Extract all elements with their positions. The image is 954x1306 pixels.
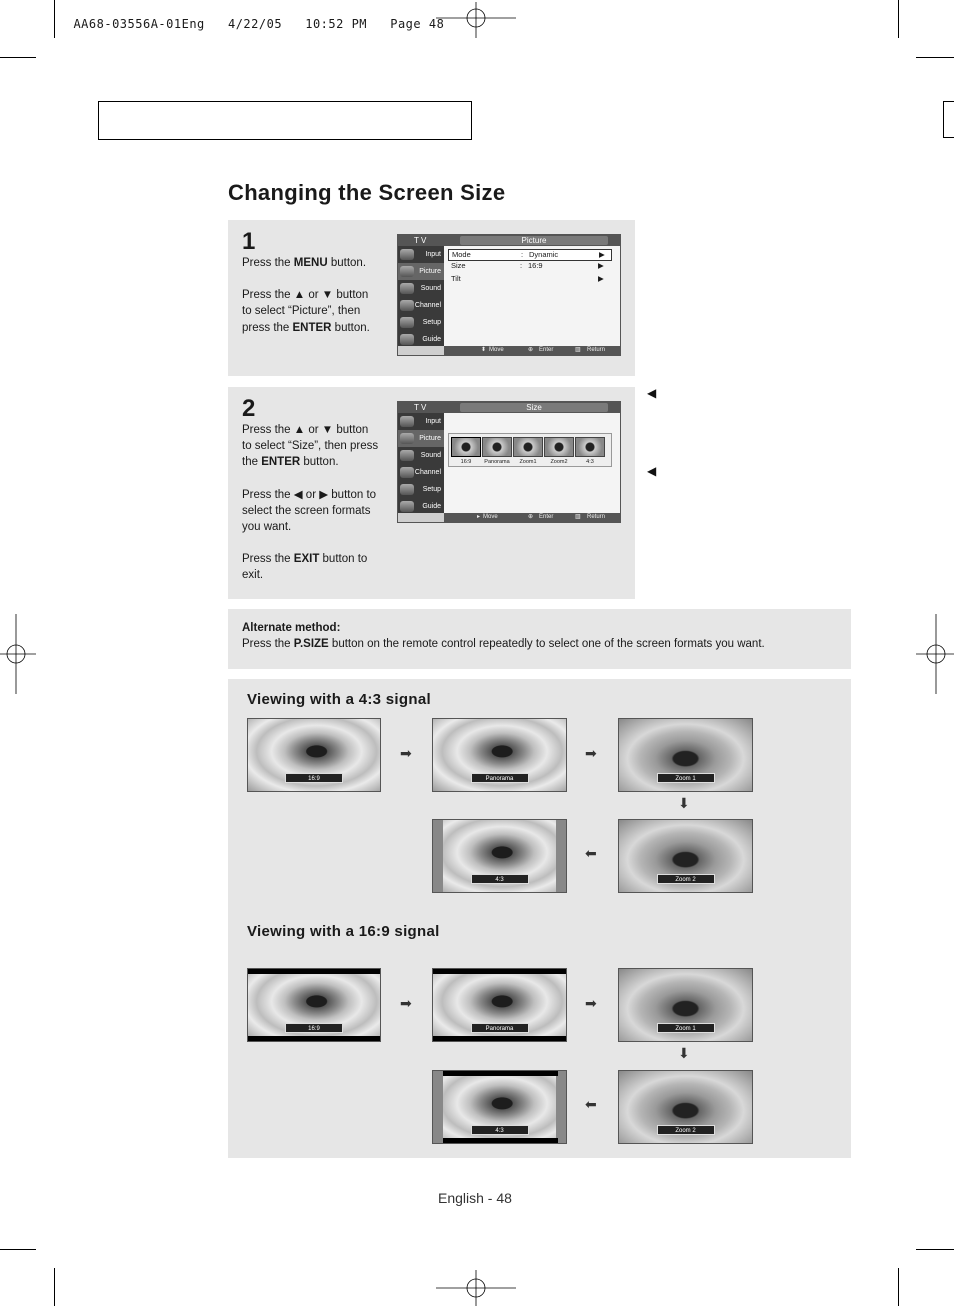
menu-bottom-bar: ▸ Move ⊕ Enter ▥ Return [444, 513, 620, 522]
menu-panel [444, 246, 620, 346]
menu-item-channel[interactable]: Channel [398, 297, 444, 314]
screen-image-zoom1: Zoom 1 [618, 718, 753, 792]
alternate-method-panel [228, 609, 851, 669]
slug-time: 10:52 PM [305, 17, 368, 31]
pointer-left-icon: ◀ [647, 386, 657, 400]
size-option-zoom1[interactable]: Zoom1 [513, 437, 543, 465]
crop-mark [916, 1249, 954, 1250]
guide-icon [400, 501, 414, 512]
crop-mark [0, 1249, 36, 1250]
sound-icon [400, 450, 414, 461]
registration-mark-bottom [436, 1270, 516, 1306]
menu-title: Picture [460, 236, 608, 245]
size-option-zoom2[interactable]: Zoom2 [544, 437, 574, 465]
menu-item-picture[interactable]: Picture [398, 263, 444, 280]
flow-right-icon: ➡ [400, 745, 412, 761]
pointer-left-icon: ◀ [647, 464, 657, 478]
alternate-heading: Alternate method: [242, 622, 341, 634]
step2-panel [228, 387, 635, 599]
step2-text: Press the ▲ or ▼ button to select “Size”, then press the ENTER button. Press the ◀ or ▶ button to select the screen formats you want. Press the EXIT button to exit. [242, 424, 379, 582]
menu-title: Size [460, 403, 608, 412]
crop-mark [898, 1268, 899, 1306]
step2-number: 2 [242, 395, 256, 422]
enter-icon: ⊕ [528, 347, 534, 353]
guide-icon [400, 334, 414, 345]
channel-icon [400, 467, 414, 478]
screen-image-4-3: 4:3 [432, 819, 567, 893]
screen-image-panorama: Panorama [432, 718, 567, 792]
crop-mark [916, 57, 954, 58]
menu-bottom-bar: ⬍ Move ⊕ Enter ▥ Return [444, 346, 620, 355]
section-title-169: Viewing with a 16:9 signal [247, 923, 440, 940]
step1-text: Press the MENU button. Press the ▲ or ▼ button to select “Picture”, then press the ENTER button. [242, 257, 370, 334]
menu-row-size[interactable]: Size : 16:9 ▶ [451, 261, 604, 270]
page-title: Changing the Screen Size [228, 180, 506, 205]
alternate-text: Press the P.SIZE button on the remote control repeatedly to select one of the screen formats you want. [242, 638, 765, 650]
crop-mark [54, 1268, 55, 1306]
menu-row-tilt[interactable]: Tilt ▶ [451, 274, 604, 283]
move-icon: ⬍ [481, 347, 487, 353]
screen-image-16-9: 16:9 [247, 968, 381, 1042]
chapter-header-box [98, 101, 472, 140]
flow-down-icon: ⬇ [678, 795, 690, 811]
input-icon [400, 249, 414, 260]
slug-page: Page 48 [390, 17, 445, 31]
flow-right-icon: ➡ [585, 995, 597, 1011]
menu-item-guide[interactable]: Guide [398, 498, 444, 515]
move-icon: ▸ [477, 514, 481, 520]
menu-sidebar [398, 246, 444, 346]
registration-mark-top [436, 2, 516, 38]
flow-right-icon: ➡ [400, 995, 412, 1011]
screen-image-zoom2: Zoom 2 [618, 819, 753, 893]
section-title-43: Viewing with a 4:3 signal [247, 691, 431, 708]
flow-down-icon: ⬇ [678, 1045, 690, 1061]
step1-number: 1 [242, 228, 256, 255]
return-icon: ▥ [575, 514, 581, 520]
step1-panel [228, 220, 635, 376]
picture-icon [400, 266, 414, 277]
chapter-tab-box [943, 101, 954, 138]
menu-item-sound[interactable]: Sound [398, 280, 444, 297]
screen-image-4-3: 4:3 [432, 1070, 567, 1144]
channel-icon [400, 300, 414, 311]
registration-mark-left [0, 614, 36, 694]
return-icon: ▥ [575, 347, 581, 353]
menu-item-picture[interactable]: Picture [398, 430, 444, 447]
size-option-16-9[interactable]: 16:9 [451, 437, 481, 465]
screen-image-zoom2: Zoom 2 [618, 1070, 753, 1144]
crop-mark [54, 0, 55, 38]
sound-icon [400, 283, 414, 294]
menu-item-input[interactable]: Input [398, 413, 444, 430]
size-option-panorama[interactable]: Panorama [482, 437, 512, 465]
menu-item-input[interactable]: Input [398, 246, 444, 263]
menu-item-channel[interactable]: Channel [398, 464, 444, 481]
registration-mark-right [916, 614, 954, 694]
menu-item-setup[interactable]: Setup [398, 314, 444, 331]
viewing-panel [228, 679, 851, 1158]
setup-icon [400, 317, 414, 328]
tv-menu-size: T V Size Input Picture Sound Channel Setup Guide 16:9 Panorama Zoom1 Zoom2 4:3 ▸ Move ⊕ Enter ▥ Return [397, 401, 621, 523]
crop-mark [898, 0, 899, 38]
page-footer: English - 48 [438, 1190, 512, 1206]
size-option-4-3[interactable]: 4:3 [575, 437, 605, 465]
menu-item-guide[interactable]: Guide [398, 331, 444, 348]
menu-row-mode[interactable]: Mode : Dynamic ▶ [448, 249, 612, 261]
menu-item-sound[interactable]: Sound [398, 447, 444, 464]
crop-mark [0, 57, 36, 58]
arrow-right-icon: ▶ [598, 274, 604, 283]
tv-menu-picture: T V Picture Input Picture Sound Channel Setup Guide Mode : Dynamic ▶ Size : 16:9 ▶ Tilt ▶ ⬍ Move ⊕ Enter ▥ Return [397, 234, 621, 356]
screen-image-panorama: Panorama [432, 968, 567, 1042]
picture-icon [400, 433, 414, 444]
enter-icon: ⊕ [528, 514, 534, 520]
menu-sidebar [398, 413, 444, 513]
screen-image-zoom1: Zoom 1 [618, 968, 753, 1042]
arrow-right-icon: ▶ [598, 261, 604, 270]
arrow-right-icon: ▶ [599, 250, 605, 259]
slug-date: 4/22/05 [227, 17, 283, 31]
menu-item-setup[interactable]: Setup [398, 481, 444, 498]
input-icon [400, 416, 414, 427]
screen-image-16-9: 16:9 [247, 718, 381, 792]
setup-icon [400, 484, 414, 495]
slug-job: AA68-03556A-01Eng [73, 17, 205, 31]
flow-right-icon: ➡ [585, 745, 597, 761]
flow-left-icon: ⬅ [585, 1096, 597, 1112]
print-slug [58, 3, 444, 31]
flow-left-icon: ⬅ [585, 845, 597, 861]
menu-panel [444, 413, 620, 513]
